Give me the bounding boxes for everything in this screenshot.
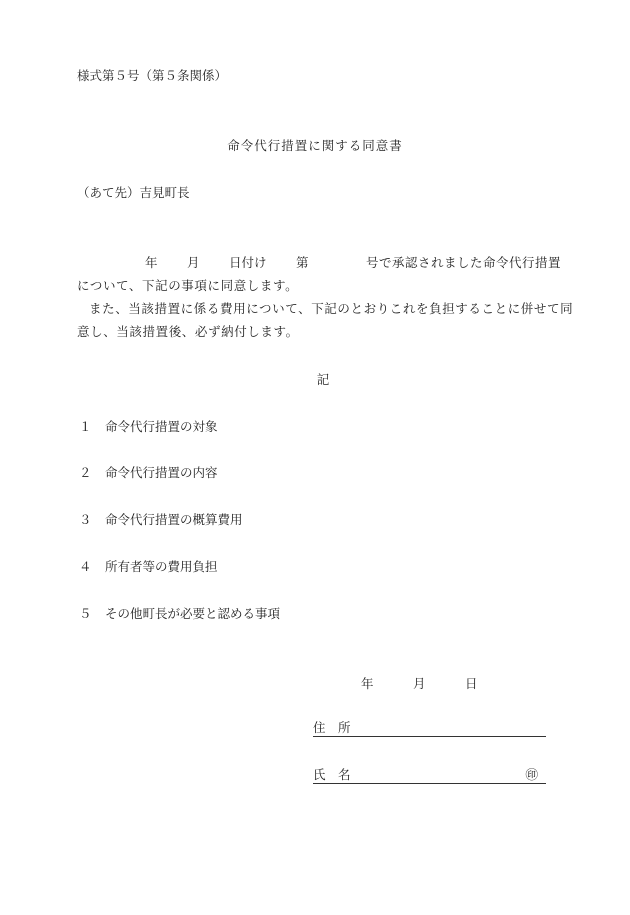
name-label: 氏 名 (313, 767, 351, 782)
form-number: 様式第５号（第５条関係） (77, 68, 228, 83)
list-item (79, 557, 218, 575)
list-item (79, 417, 218, 435)
list-item (79, 604, 280, 622)
month-label: 月 (187, 255, 200, 270)
date-day-label: 日 (465, 676, 478, 691)
approval-text: 号で承認されました命令代行措置 (366, 255, 562, 270)
addressee: （あて先）吉見町長 (77, 185, 190, 200)
item-number: ２ (79, 465, 92, 480)
consent-paragraph-2: また、当該措置に係る費用について、下記のとおりこれを負担することに併せて同意し、当該措置後、必ず納付します。 (77, 301, 574, 339)
item-text: 命令代行措置の概算費用 (105, 512, 243, 527)
seal-mark: ㊞ (525, 767, 538, 782)
item-number: ４ (79, 559, 92, 574)
item-number: １ (79, 419, 92, 434)
item-text: その他町長が必要と認める事項 (105, 606, 281, 621)
list-item (79, 510, 243, 528)
name-field[interactable] (313, 765, 546, 784)
date-year-label: 年 (361, 676, 374, 691)
dated-label: 日付け (229, 255, 267, 270)
year-label: 年 (145, 255, 158, 270)
item-text: 命令代行措置の対象 (105, 419, 218, 434)
consent-body (77, 251, 577, 343)
dai-label: 第 (296, 255, 309, 270)
ki-heading: 記 (316, 372, 330, 387)
date-month-label: 月 (413, 676, 426, 691)
item-text: 命令代行措置の内容 (105, 465, 218, 480)
list-item (79, 463, 218, 481)
consent-line-2: について、下記の事項に同意します。 (77, 278, 299, 293)
document-title: 命令代行措置に関する同意書 (227, 138, 403, 153)
approval-date-line (77, 251, 577, 274)
item-number: ５ (79, 606, 92, 621)
address-field[interactable] (313, 718, 546, 737)
item-text: 所有者等の費用負担 (105, 559, 218, 574)
address-label: 住 所 (313, 720, 351, 735)
item-number: ３ (79, 512, 92, 527)
